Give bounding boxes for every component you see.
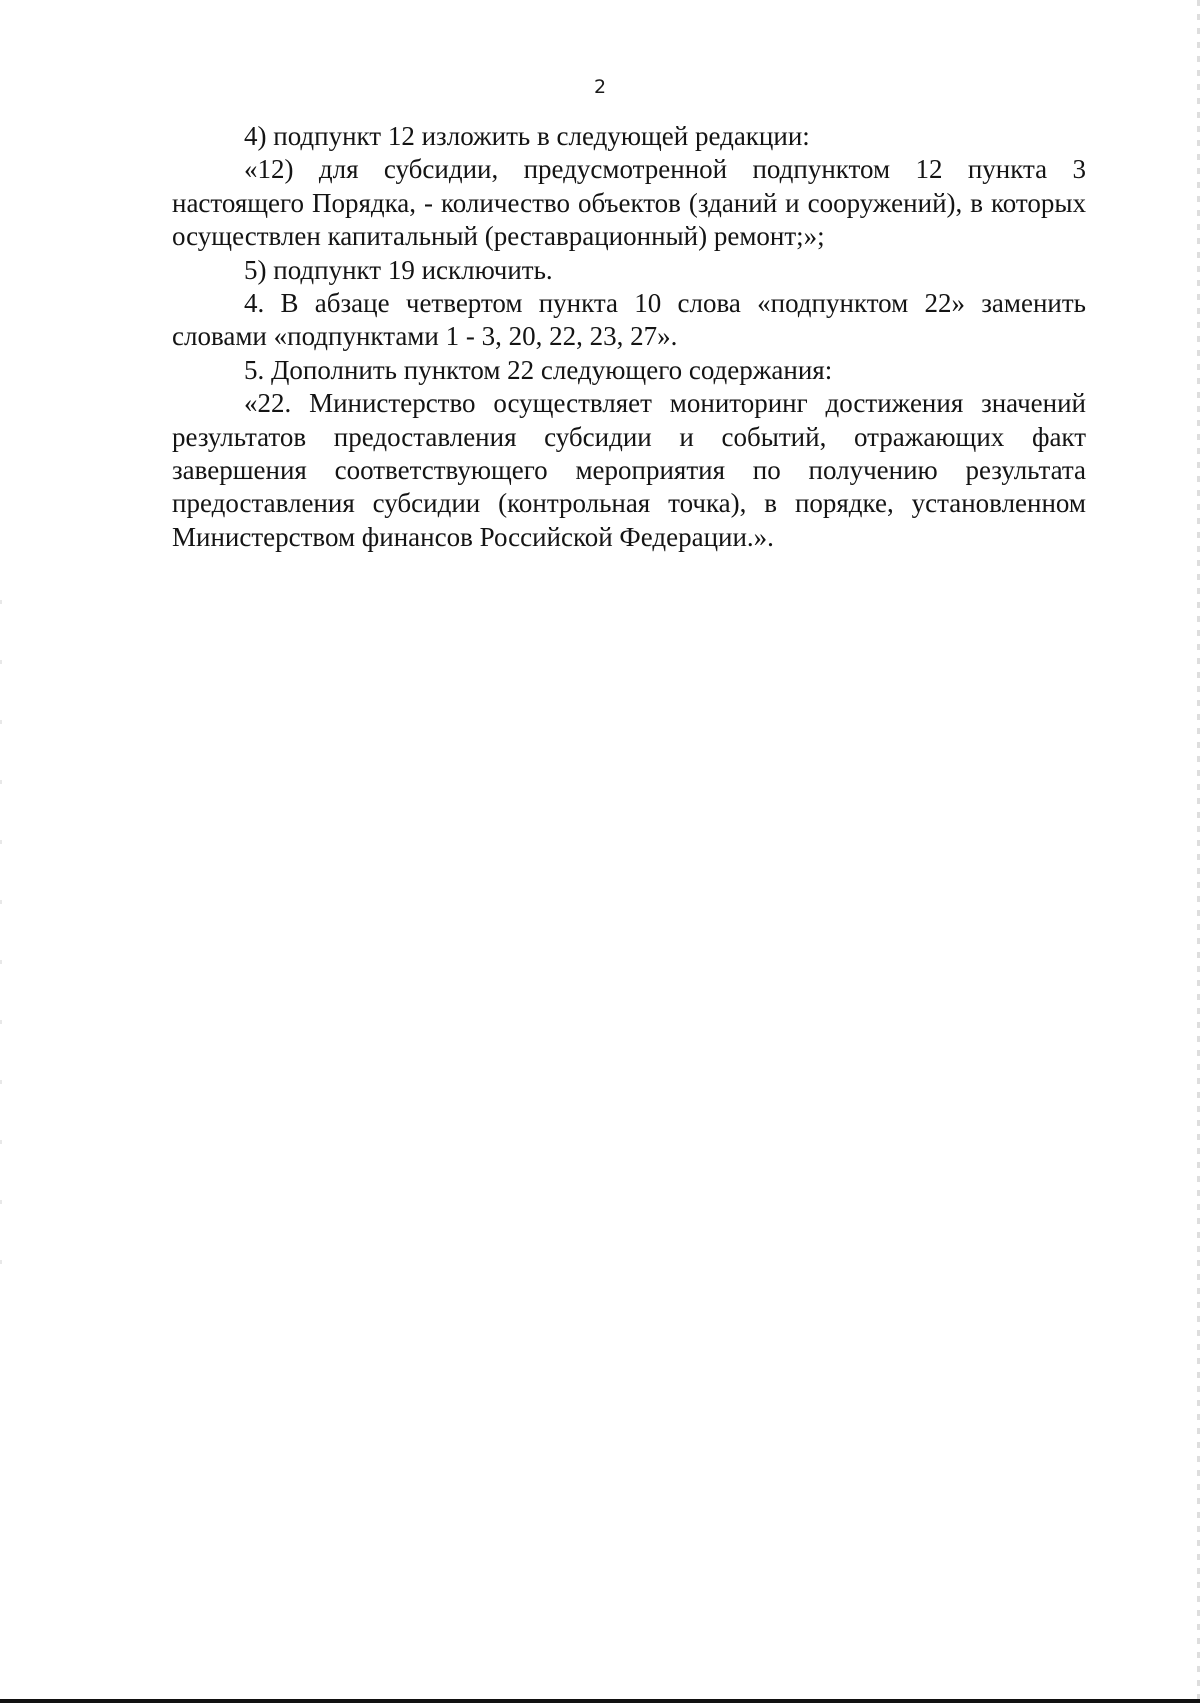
scan-edge-bottom	[0, 1699, 1200, 1703]
paragraph-subitem-4: 4) подпункт 12 изложить в следующей редакции:	[244, 121, 810, 151]
scan-edge-left	[0, 600, 2, 1300]
page-number: 2	[593, 76, 607, 98]
document-body	[172, 120, 1086, 554]
paragraph-item-22-quote: «22. Министерство осуществляет мониторинг достижения значений результатов предоставления субсидии и событий, отражающих факт завершения соответствующего мероприятия по получению результата предоставления субсидии (контрольная точка), в порядке, установленном Министерством финансов Российской Федерации.».	[172, 388, 1086, 552]
paragraph-subitem-5: 5) подпункт 19 исключить.	[244, 254, 553, 285]
paragraph-item-4: 4. В абзаце четвертом пункта 10 слова «подпунктом 22» заменить словами «подпунктами 1 - 3, 20, 22, 23, 27».	[172, 288, 1086, 352]
paragraph-subitem-12-quote: «12) для субсидии, предусмотренной подпунктом 12 пункта 3 настоящего Порядка, - количество объектов (зданий и сооружений), в которых осуществлен капитальный (реставрационный) ремонт;»;	[172, 154, 1086, 252]
paragraph-item-5: 5. Дополнить пунктом 22 следующего содержания:	[244, 354, 833, 385]
